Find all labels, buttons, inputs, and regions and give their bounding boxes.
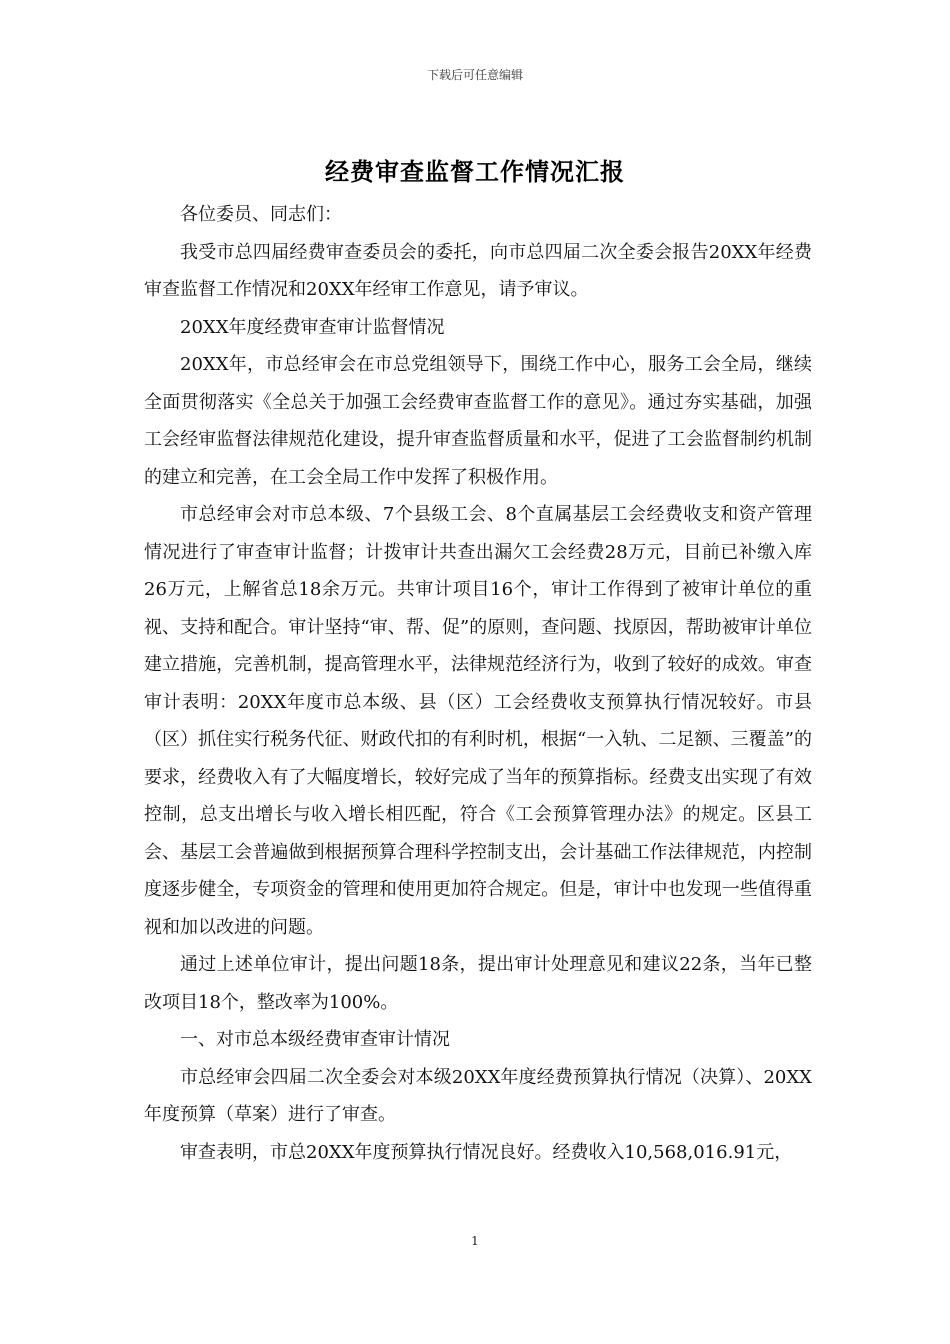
page-number: 1 [471, 1234, 479, 1248]
body-paragraph: 市总经审会对市总本级、7个县级工会、8个直属基层工会经费收支和资产管理情况进行了审查审计监督；计拨审计共查出漏欠工会经费28万元，目前已补缴入库26万元，上解省总18余万元。共审计项目16个，审计工作得到了被审计单位的重视、支持和配合。审计坚持“审、帮、促”的原则，查问题、找原因，帮助被审计单位建立措施，完善机制，提高管理水平，法律规范经济行为，收到了较好的成效。审查审计表明：20XX年度市总本级、县（区）工会经费收支预算执行情况较好。市县（区）抓住实行税务代征、财政代扣的有利时机，根据“一入轨、二足额、三覆盖”的要求，经费收入有了大幅度增长，较好完成了当年的预算指标。经费支出实现了有效控制，总支出增长与收入增长相匹配，符合《工会预算管理办法》的规定。区县工会、基层工会普遍做到根据预算合理科学控制支出，会计基础工作法律规范，内控制度逐步健全，专项资金的管理和使用更加符合规定。但是，审计中也发现一些值得重视和加以改进的问题。 [144, 504, 812, 938]
salutation-paragraph: 各位委员、同志们： [180, 204, 342, 225]
body-paragraph: 20XX年，市总经审会在市总党组领导下，围绕工作中心，服务工会全局，继续全面贯彻落实《全总关于加强工会经费审查监督工作的意见》。通过夯实基础，加强工会经审监督法律规范化建设，提升审查监督质量和水平，促进了工会监督制约机制的建立和完善，在工会全局工作中发挥了积极作用。 [144, 354, 812, 488]
document-body [144, 196, 812, 1171]
body-paragraph: 市总经审会四届二次全委会对本级20XX年度经费预算执行情况（决算）、20XX年度预算（草案）进行了审查。 [144, 1066, 812, 1125]
body-paragraph: 审查表明，市总20XX年度预算执行情况良好。经费收入10,568,016.91元， [180, 1141, 793, 1163]
body-paragraph: 通过上述单位审计，提出问题18条，提出审计处理意见和建议22条，当年已整改项目18个，整改率为100%。 [144, 954, 812, 1013]
document-title: 经费审查监督工作情况汇报 [325, 157, 625, 186]
subsection-heading: 一、对市总本级经费审查审计情况 [180, 1029, 450, 1050]
intro-paragraph: 我受市总四届经费审查委员会的委托，向市总四届二次全委会报告20XX年经费审查监督工作情况和20XX年经审工作意见，请予审议。 [144, 241, 812, 300]
header-note: 下载后可任意编辑 [426, 68, 523, 82]
section-heading: 20XX年度经费审查审计监督情况 [180, 316, 445, 338]
